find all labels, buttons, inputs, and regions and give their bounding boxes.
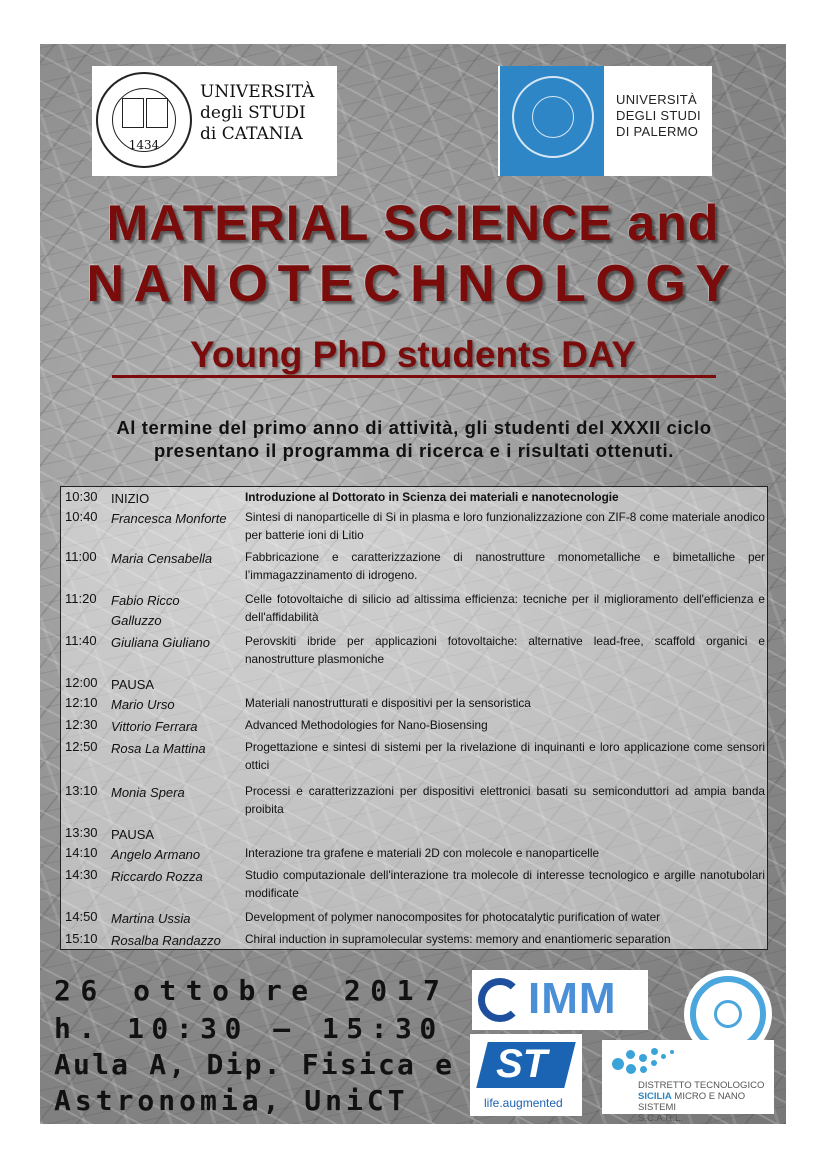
palermo-seal-icon [512,76,594,158]
schedule-talk-title: Fabbricazione e caratterizzazione di nanostrutture monometalliche e bimetalliche per l’immagazzinamento di idrogeno. [245,550,765,582]
molecule-dots-icon [608,1044,678,1076]
schedule-talk-title: Development of polymer nanocomposites for photocatalytic purification of water [245,910,661,924]
subtitle-underline [112,375,716,378]
university-catania-logo [92,66,337,176]
distretto-line1: DISTRETTO TECNOLOGICO [638,1080,765,1091]
schedule-talk-title: Interazione tra grafene e materiali 2D con molecole e nanoparticelle [245,846,600,860]
schedule-speaker: PAUSA [111,677,155,692]
schedule-time: 10:30 [65,489,98,504]
st-tagline: life.augmented [484,1096,563,1110]
palermo-line2: DEGLI STUDI [616,108,701,123]
schedule-speaker: Francesca Monforte [111,511,227,526]
schedule-time: 12:50 [65,739,98,754]
title-line1: MATERIAL SCIENCE and [106,195,720,251]
event-place-line2: Astronomia, UniCT [54,1084,409,1117]
catania-line2: degli STUDI [200,103,306,123]
schedule-time: 11:20 [65,591,97,606]
schedule-time: 13:30 [65,825,98,840]
schedule-talk-title: Introduzione al Dottorato in Scienza dei materiali e nanotecnologie [245,490,619,504]
schedule-time: 14:30 [65,867,98,882]
cnr-icon [478,978,522,1022]
schedule-speaker: Martina Ussia [111,911,191,926]
event-hours: h. 10:30 – 15:30 [54,1012,444,1045]
schedule-talk-title: Advanced Methodologies for Nano-Biosensing [245,718,488,732]
distretto-sicilia: SICILIA [638,1091,672,1102]
schedule-time: 14:50 [65,909,98,924]
poster [40,44,786,1124]
schedule-speaker: Giuliana Giuliano [111,635,211,650]
imm-text: IMM [528,974,617,1023]
schedule-time: 14:10 [65,845,98,860]
schedule-talk-title: Studio computazionale dell'interazione tra molecole di interesse tecnologico e argille nanotubolari modificate [245,868,765,900]
title-line2: NANOTECHNOLOGY [86,255,740,313]
schedule-talk-title: Sintesi di nanoparticelle di Si in plasma e loro funzionalizzazione con ZIF-8 come materiale anodico per batterie ioni di Litio [245,510,765,542]
schedule-time: 12:30 [65,717,98,732]
st-logo [470,1034,582,1116]
schedule-talk-title: Celle fotovoltaiche di silicio ad altissima efficienza: tecniche per il miglioramento dell'efficienza e dell'affidabilità [245,592,765,624]
distretto-line3: S.C.A.R.L. [638,1113,683,1124]
st-mark-icon: ST [476,1042,575,1088]
imm-logo [472,970,648,1030]
event-place-line1: Aula A, Dip. Fisica e [54,1048,455,1081]
event-date: 26 ottobre 2017 [54,974,450,1007]
schedule-time: 10:40 [65,509,98,524]
schedule-talk-title: Chiral induction in supramolecular systems: memory and enantiomeric separation [245,932,671,946]
university-palermo-logo [498,66,712,176]
schedule-time: 12:10 [65,695,98,710]
schedule-speaker: Vittorio Ferrara [111,719,198,734]
schedule-speaker: Rosalba Randazzo [111,933,221,948]
schedule-talk-title: Materiali nanostrutturati e dispositivi per la sensoristica [245,696,531,710]
schedule-speaker: Monia Spera [111,785,185,800]
schedule-speaker: Fabio Ricco Galluzzo [111,593,180,628]
catania-seal-icon [96,72,192,168]
schedule-talk-title: Progettazione e sintesi di sistemi per la rivelazione di inquinanti e loro applicazione come sensori ottici [245,740,765,772]
schedule-talk-title: Processi e caratterizzazioni per dispositivi elettronici basati su semiconduttori ad ampia banda proibita [245,784,765,816]
schedule-time: 11:40 [65,633,97,648]
schedule-talk-title: Perovskiti ibride per applicazioni fotovoltaiche: alternative lead-free, scaffold organici e nanostrutture plasmoniche [245,634,765,666]
schedule-speaker: PAUSA [111,827,155,842]
schedule-time: 12:00 [65,675,98,690]
subtitle: Young PhD students DAY [189,334,637,375]
seal-year: 1434 [128,138,160,152]
schedule-speaker: Riccardo Rozza [111,869,203,884]
schedule-table [60,486,768,950]
schedule-speaker: Angelo Armano [111,847,201,862]
schedule-speaker: Maria Censabella [111,551,213,566]
schedule-speaker: Rosa La Mattina [111,741,206,756]
catania-line3: di CATANIA [200,124,303,144]
distretto-line2: MICRO E NANO SISTEMI [638,1091,746,1113]
schedule-speaker: INIZIO [111,491,150,506]
catania-line1: UNIVERSITÀ [200,82,315,102]
palermo-line1: UNIVERSITÀ [616,92,698,107]
schedule-speaker: Mario Urso [111,697,175,712]
schedule-time: 11:00 [65,549,97,564]
intro-text: Al termine del primo anno di attività, gli studenti del XXXII ciclo presentano il programma di ricerca e i risultati ottenuti. [116,417,712,461]
palermo-line3: DI PALERMO [616,124,699,139]
schedule-time: 15:10 [65,931,98,946]
schedule-time: 13:10 [65,783,98,798]
distretto-logo [602,1040,774,1124]
